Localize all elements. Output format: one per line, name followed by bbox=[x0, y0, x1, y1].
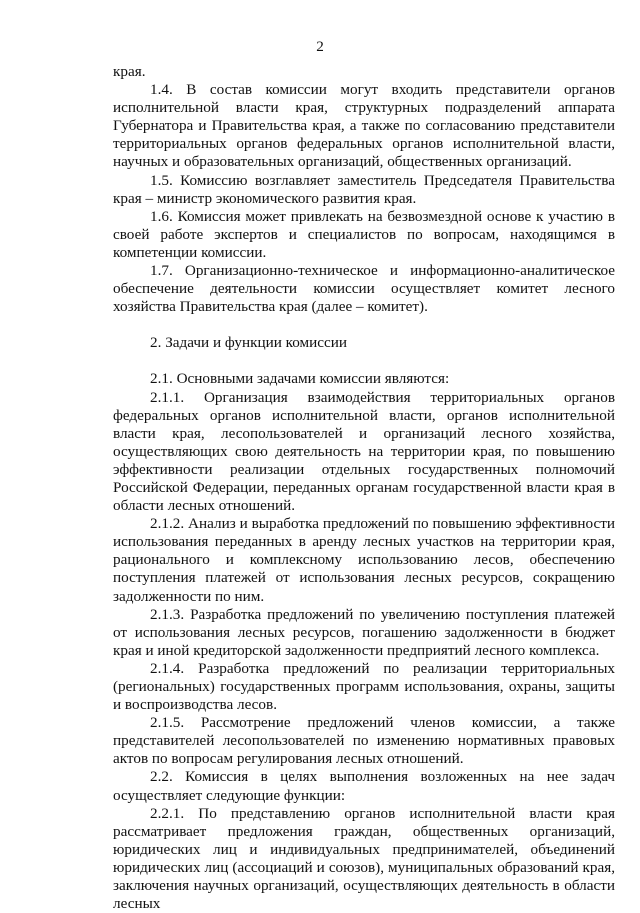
paragraph-continuation: края. bbox=[113, 63, 146, 80]
section-gap bbox=[113, 316, 615, 334]
section-heading: 2. Задачи и функции комиссии bbox=[150, 334, 348, 352]
paragraph-2-1-4: 2.1.4. Разработка предложений по реализации территориальных (региональных) государственных программ использования, охраны, защиты и воспроизводства лесов. bbox=[113, 659, 615, 714]
paragraph-1-6: 1.6. Комиссия может привлекать на безвозмездной основе к участию в своей работе экспертов и специалистов по вопросам, находящимся в компетенции комиссии. bbox=[113, 207, 615, 261]
paragraph-2-1-2: 2.1.2. Анализ и выработка предложений по повышению эффективности использования переданных в аренду лесных участков на территории края, рационального и комплексному использованию лесов, обеспечению поступления платежей от использования лесных ресурсов, сокращению задолженности по ним. bbox=[113, 515, 615, 605]
paragraph-2-2-1: 2.2.1. По представлению органов исполнительной власти края рассматривает предложения граждан, общественных организаций, юридических лиц и индивидуальных предпринимателей, объединений юридических лиц (ассоциаций и союзов), муниципальных образований края, заключения научных организаций, осуществляющих деятельность в области лесных bbox=[113, 804, 615, 913]
paragraph-2-1-5: 2.1.5. Рассмотрение предложений членов комиссии, а также представителей лесопользователей по изменению нормативных правовых актов по вопросам регулирования лесных отношений. bbox=[113, 714, 615, 768]
paragraph-2-1-3: 2.1.3. Разработка предложений по увеличению поступления платежей от использования лесных ресурсов, погашению задолженности в бюджет края и иной кредиторской задолженности предприятий лесного комплекса. bbox=[113, 605, 615, 659]
page-number: 2 bbox=[316, 38, 324, 55]
paragraph-2-1: 2.1. Основными задачами комиссии являются: bbox=[150, 370, 450, 388]
paragraph-1-5: 1.5. Комиссию возглавляет заместитель Председателя Правительства края – министр экономического развития края. bbox=[113, 171, 615, 207]
paragraph-2-1-1: 2.1.1. Организация взаимодействия территориальных органов федеральных органов исполнительной власти, органов исполнительной власти края, лесопользователей и организаций лесного хозяйства, осуществляющих свою деятельность на территории края, по повышению эффективности реализации отдельных государственных полномочий Российской Федерации, переданных органам государственной власти края в области лесных отношений. bbox=[113, 388, 615, 515]
document-body bbox=[113, 63, 615, 913]
paragraph-2-2: 2.2. Комиссия в целях выполнения возложенных на нее задач осуществляет следующие функции: bbox=[113, 768, 615, 804]
paragraph-1-7: 1.7. Организационно-техническое и информационно-аналитическое обеспечение деятельности комиссии осуществляет комитет лесного хозяйства Правительства края (далее – комитет). bbox=[113, 262, 615, 316]
section-gap bbox=[113, 352, 615, 370]
paragraph-1-4: 1.4. В состав комиссии могут входить представители органов исполнительной власти края, структурных подразделений аппарата Губернатора и Правительства края, а также по согласованию представители территориальных органов федеральных органов исполнительной власти, научных и образовательных организаций, общественных организаций. bbox=[113, 81, 615, 171]
